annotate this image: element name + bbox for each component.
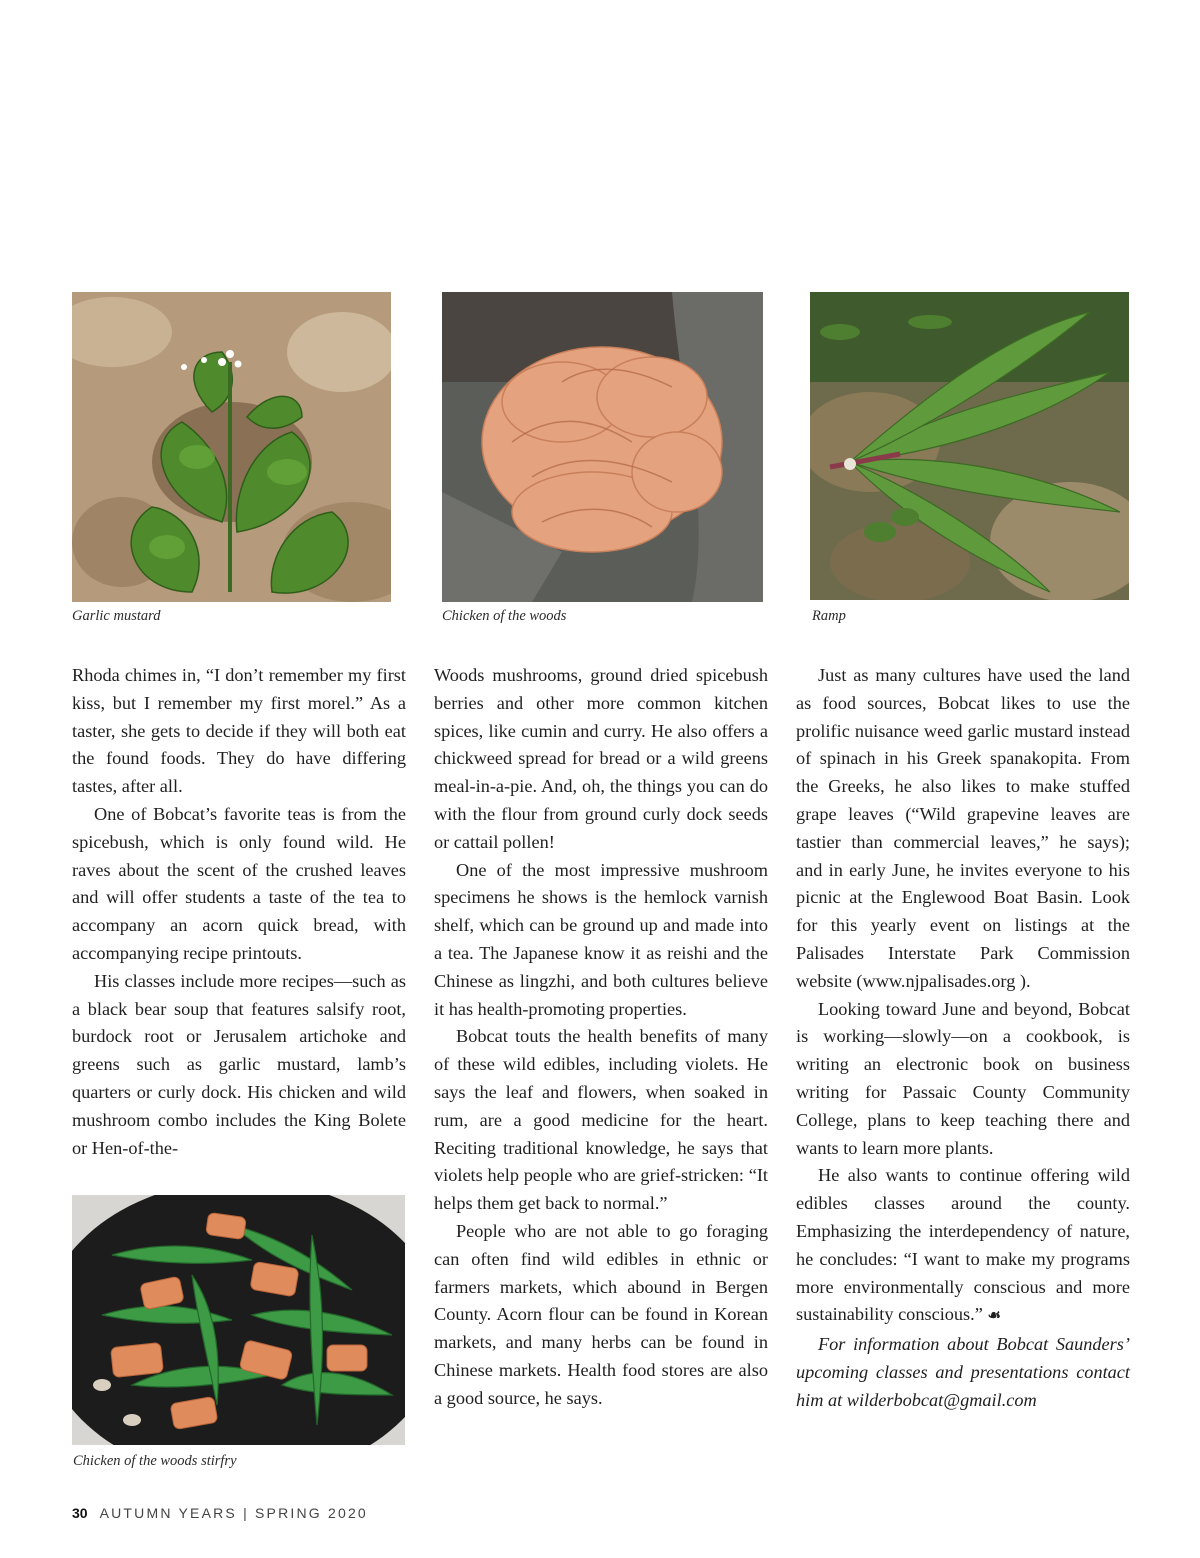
ramp-caption: Ramp — [812, 608, 846, 624]
stirfry-photo — [72, 1195, 405, 1445]
paragraph: One of the most impressive mushroom specimens he shows is the hemlock varnish shelf, which can be ground up and made into a tea. The Japanese know it as reishi and the Chinese as lingzhi, and both cultures believe it has health-promoting properties. — [434, 859, 768, 1019]
page-number: 30 — [72, 1505, 88, 1521]
paragraph: Woods mushrooms, ground dried spicebush berries and other more common kitchen spices, like cumin and curry. He also offers a chickweed spread for bread or a wild greens meal-in-a-pie. And, oh, the things you can do with the flour from ground curly dock seeds or cattail pollen! — [434, 665, 768, 852]
end-mark-icon: ☙ — [987, 1308, 1001, 1325]
publication-name: AUTUMN YEARS — [99, 1505, 237, 1521]
article-column-3 — [796, 662, 1130, 1415]
paragraph — [796, 1162, 1130, 1331]
paragraph: Looking toward June and beyond, Bobcat is working—slowly—on a cookbook, is writing an electronic book on business writing for Passaic County Community College, plans to keep teaching there and wants to learn more plants. — [796, 998, 1130, 1158]
stirfry-caption: Chicken of the woods stirfry — [73, 1453, 237, 1469]
footer-separator: | — [243, 1505, 249, 1521]
article-column-2 — [434, 662, 768, 1413]
garlic-mustard-photo — [72, 292, 391, 602]
chicken-of-the-woods-caption: Chicken of the woods — [442, 608, 567, 624]
paragraph: Rhoda chimes in, “I don’t remember my first kiss, but I remember my first morel.” As a taster, she gets to decide if they will both eat the found foods. They do have differing tastes, after all. — [72, 665, 406, 797]
article-column-1 — [72, 662, 406, 1162]
ramp-photo — [810, 292, 1129, 600]
paragraph: Bobcat touts the health benefits of many of these wild edibles, including violets. He says the leaf and flowers, when soaked in rum, are a good medicine for the heart. Reciting traditional knowledge, he says that violets help people who are grief-stricken: “It helps them get back to normal.” — [434, 1026, 768, 1214]
garlic-mustard-caption: Garlic mustard — [72, 608, 161, 624]
issue-label: SPRING 2020 — [255, 1505, 368, 1521]
paragraph: Just as many cultures have used the land as food sources, Bobcat likes to use the prolific nuisance weed garlic mustard instead of spinach in his Greek spanakopita. From the Greeks, he also likes to make stuffed grape leaves (“Wild grapevine leaves are tastier than commercial leaves,” he says); and in early June, he invites everyone to his picnic at the Englewood Boat Basin. Look for this yearly event on listings at the Palisades Interstate Park Commission website (www.njpalisades.org ). — [796, 665, 1130, 991]
paragraph: His classes include more recipes—such as a black bear soup that features salsify root, burdock root or Jerusalem artichoke and greens such as garlic mustard, lamb’s quarters or curly dock. His chicken and wild mushroom combo includes the King Bolete or Hen-of-the- — [72, 970, 406, 1158]
page-footer — [72, 1505, 368, 1521]
paragraph: People who are not able to go foraging can often find wild edibles in ethnic or farmers markets, which abound in Bergen County. Acorn flour can be found in Korean markets, and many herbs can be found in Chinese markets. Health food stores are also a good source, he says. — [434, 1220, 768, 1408]
chicken-of-the-woods-photo — [442, 292, 763, 602]
paragraph: One of Bobcat’s favorite teas is from the spicebush, which is only found wild. He raves about the scent of the crushed leaves and will offer students a taste of the tea to accompany an acorn quick bread, with accompanying recipe printouts. — [72, 803, 406, 963]
contact-credit: For information about Bobcat Saunders’ upcoming classes and presentations contact him at wilderbobcat@gmail.com — [796, 1334, 1130, 1410]
closing-paragraph-text: He also wants to continue offering wild edibles classes around the county. Emphasizing the interdependency of nature, he concludes: “I want to make my programs more environmentally conscious and more sustainability conscious.” — [796, 1165, 1130, 1325]
